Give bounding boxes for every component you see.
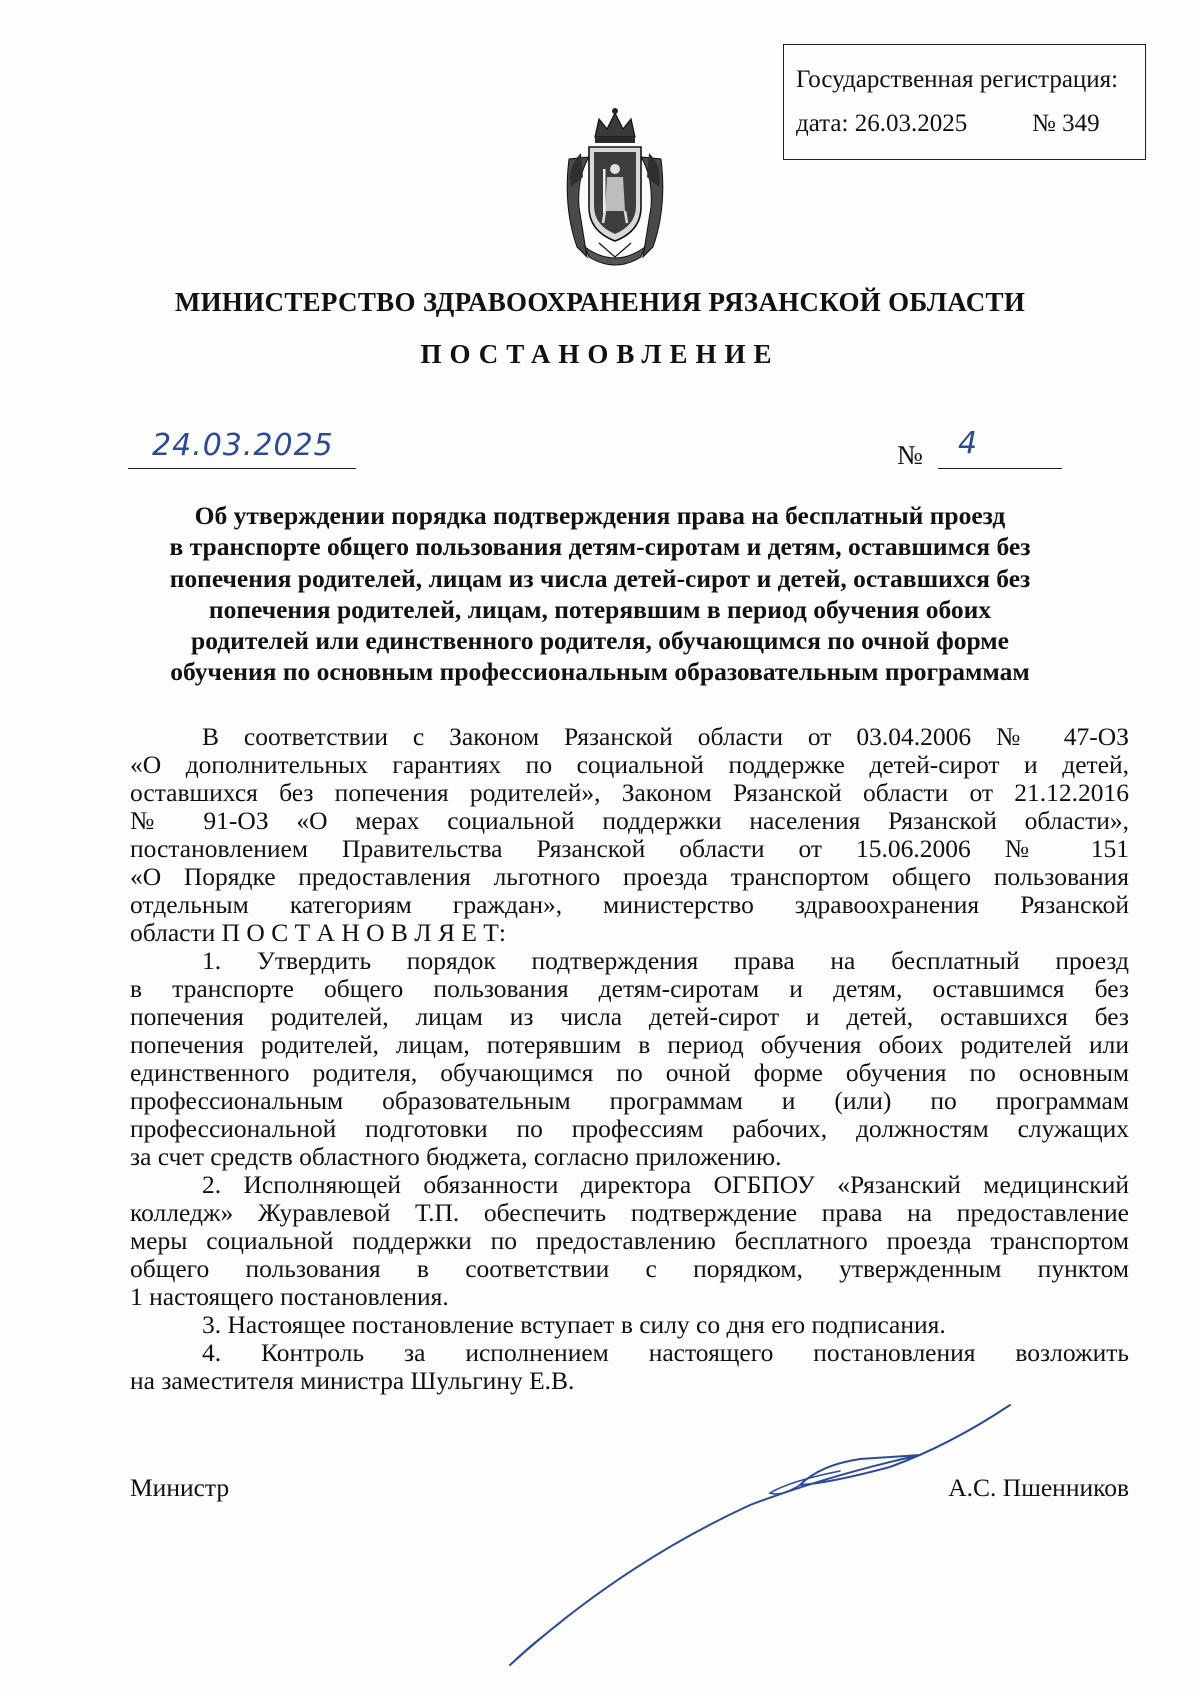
- text-line: профессиональным образовательным программам и (или) по программам: [130, 1086, 1129, 1115]
- signatory-name: А.С. Пшенников: [948, 1473, 1129, 1502]
- title-line: родителей или единственного родителя, обучающимся по очной форме: [191, 626, 1009, 656]
- text-line: 3. Настоящее постановление вступает в силу со дня его подписания.: [202, 1310, 946, 1339]
- document-type: ПОСТАНОВЛЕНИЕ: [420, 339, 780, 369]
- handwritten-signature-icon: [500, 1395, 1040, 1675]
- text-line: попечения родителей, лицам из числа детей-сирот и детей, оставшихся без: [130, 1002, 1129, 1031]
- text-line: «О дополнительных гарантиях по социальной поддержке детей-сирот и детей,: [130, 750, 1129, 779]
- text-line: постановлением Правительства Рязанской области от 15.06.2006 № 151: [130, 834, 1129, 863]
- item-2-paragraph: [130, 1171, 1129, 1311]
- date-underline: [128, 468, 356, 469]
- text-line: профессиональной подготовки по профессиям рабочих, должностям служащих: [130, 1114, 1129, 1143]
- text-line: колледж» Журавлевой Т.П. обеспечить подтверждение права на предоставление: [130, 1198, 1129, 1227]
- document-date: 24.03.2025: [152, 428, 334, 463]
- preamble-paragraph: [130, 723, 1129, 947]
- title-line: Об утверждении порядка подтверждения права на бесплатный проезд: [194, 501, 1006, 530]
- title-line: в транспорте общего пользования детям-сиротам и детям, оставшимся без: [169, 532, 1031, 562]
- document-number-label: №: [897, 440, 923, 470]
- text-line: 1 настоящего постановления.: [130, 1282, 449, 1311]
- document-title: [120, 500, 1080, 688]
- ministry-name: МИНИСТЕРСТВО ЗДРАВООХРАНЕНИЯ РЯЗАНСКОЙ ОБЛАСТИ: [174, 287, 1026, 317]
- text-line: отдельным категориям граждан», министерство здравоохранения Рязанской: [130, 890, 1129, 919]
- item-4-paragraph: [130, 1339, 1129, 1395]
- title-line: обучения по основным профессиональным образовательным программам: [170, 657, 1030, 687]
- registration-title: Государственная регистрация:: [796, 66, 1119, 93]
- signatory-position: Министр: [130, 1473, 230, 1502]
- text-line: меры социальной поддержки по предоставлению бесплатного проезда транспортом: [130, 1226, 1129, 1255]
- document-number: 4: [958, 426, 978, 461]
- number-underline: [938, 468, 1062, 469]
- registration-date: дата: 26.03.2025: [796, 110, 968, 137]
- text-line: общего пользования в соответствии с порядком, утвержденным пунктом: [130, 1254, 1129, 1283]
- document-body: [130, 723, 1129, 1395]
- text-line: 4. Контроль за исполнением настоящего постановления возложить: [202, 1338, 1129, 1367]
- text-line: 1. Утвердить порядок подтверждения права на бесплатный проезд: [202, 946, 1129, 975]
- item-1-paragraph: [130, 947, 1129, 1171]
- registration-number: № 349: [1032, 110, 1100, 137]
- text-line: № 91-ОЗ «О мерах социальной поддержки населения Рязанской области»,: [130, 806, 1129, 835]
- text-line: единственного родителя, обучающимся по очной форме обучения по основным: [130, 1058, 1129, 1087]
- text-line: «О Порядке предоставления льготного проезда транспортом общего пользования: [130, 862, 1129, 891]
- text-line: за счет средств областного бюджета, согласно приложению.: [130, 1142, 782, 1171]
- text-line: попечения родителей, лицам, потерявшим в период обучения обоих родителей или: [130, 1030, 1129, 1059]
- text-line: на заместителя министра Шульгину Е.В.: [130, 1366, 575, 1395]
- text-line: оставшихся без попечения родителей», Законом Рязанской области от 21.12.2016: [130, 778, 1129, 807]
- text-line: в транспорте общего пользования детям-сиротам и детям, оставшимся без: [130, 974, 1129, 1003]
- text-line: области П О С Т А Н О В Л Я Е Т:: [130, 918, 506, 947]
- title-line: попечения родителей, лицам из числа детей-сирот и детей, оставшихся без: [169, 563, 1031, 593]
- title-line: попечения родителей, лицам, потерявшим в период обучения обоих: [208, 594, 992, 624]
- text-line: В соответствии с Законом Рязанской области от 03.04.2006 № 47-ОЗ: [202, 722, 1129, 751]
- item-3-paragraph: [130, 1311, 1129, 1339]
- registration-stamp: [783, 44, 1146, 160]
- text-line: 2. Исполняющей обязанности директора ОГБПОУ «Рязанский медицинский: [202, 1170, 1129, 1199]
- coat-of-arms-icon: [559, 107, 671, 269]
